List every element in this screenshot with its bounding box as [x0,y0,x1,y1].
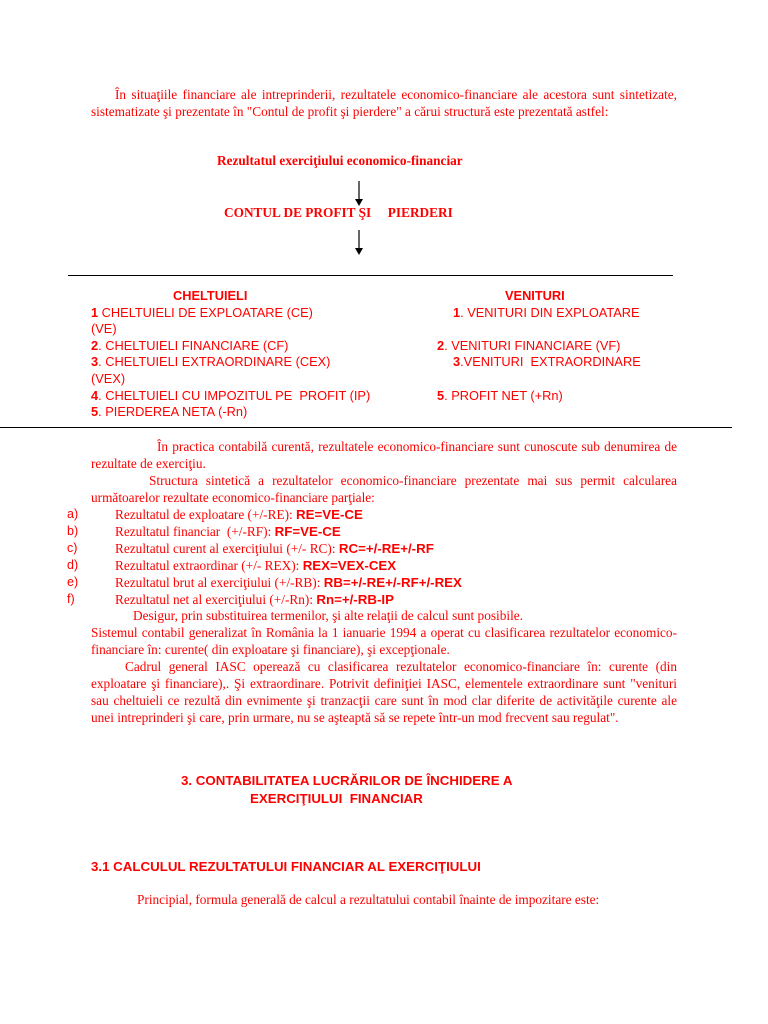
row-number: 3 [453,354,461,370]
row-text: . CHELTUIELI EXTRAORDINARE (CEX) [98,354,331,370]
row-number: 2 [91,337,99,353]
list-text: Rezultatul extraordinar (+/- REX): [115,558,303,573]
down-arrow-icon [354,230,364,256]
table-row [91,338,681,355]
table-row [91,305,681,322]
row-text: . CHELTUIELI CU IMPOZITUL PE PROFIT (IP) [98,387,371,403]
list-item [67,540,687,557]
row-text: (VEX) [91,370,126,386]
list-item [67,591,687,608]
paragraph-structure: Structura sintetică a rezultatelor economico-financiare prezentate mai sus permit calcularea următoarelor rezultate economico-financiare parţiale: [91,473,677,505]
table-row [91,404,681,421]
paragraph-formula-intro: Principial, formula generală de calcul a rezultatului contabil înainte de impozitare este: [137,892,600,907]
row-text: . VENITURI FINANCIARE (VF) [444,337,621,353]
table-row [91,371,681,388]
list-label: b) [67,524,79,538]
row-number: 3 [91,354,99,370]
list-formula: RB=+/-RE+/-RF+/-REX [323,575,462,590]
row-text: . PIERDEREA NETA (-Rn) [98,404,248,420]
diagram-middle-label: CONTUL DE PROFIT ŞI PIERDERI [224,205,453,220]
list-text: Rezultatul net al exerciţiului (+/-Rn): [115,592,317,607]
row-number: 4 [91,387,99,403]
list-text: Rezultatul brut al exerciţiului (+/-RB): [115,575,324,590]
list-text: Rezultatul de exploatare (+/-RE): [115,507,297,522]
list-item [67,574,687,591]
paragraph-iasc: Cadrul general IASC operează cu clasificarea rezultatelor economico-financiare în: curente (din exploatare şi financiare),. Şi extraordinare. Potrivit definiţiei IASC, elementele extraordinare sunt "venituri sau cheltuieli ce rezultă din evnimente şi tranzacţii care sunt în mod clar diferite de activităţile curente ale unei intreprinderi şi care, prin urmare, nu se aşteaptă să se repete într-un mod frecvent sau regulat". [91,659,677,725]
row-text: CHELTUIELI DE EXPLOATARE (CE) [98,304,313,320]
list-text: Rezultatul financiar (+/-RF): [115,524,275,539]
profit-loss-table [91,288,681,421]
list-formula: RC=+/-RE+/-RF [338,541,434,556]
row-number: 1 [91,304,99,320]
list-text: Rezultatul curent al exerciţiului (+/- RC): [115,541,339,556]
row-text: . PROFIT NET (+Rn) [444,387,563,403]
paragraph-substitution: Desigur, prin substituirea termenilor, şi alte relaţii de calcul sunt posibile. [133,608,523,623]
list-formula: RE=VE-CE [296,507,363,522]
table-row [91,321,681,338]
revenues-header: VENITURI [505,288,565,303]
expenses-header: CHELTUIELI [173,288,248,303]
row-number: 2 [437,337,445,353]
table-top-divider [68,275,673,276]
table-bottom-divider [0,427,732,428]
list-label: d) [67,558,79,572]
list-label: c) [67,541,78,555]
list-label: a) [67,507,79,521]
list-formula: Rn=+/-RB-IP [316,592,394,607]
section-3-heading-line1: 3. CONTABILITATEA LUCRĂRILOR DE ÎNCHIDERE A [181,773,513,788]
paragraph-practice: În practica contabilă curentă, rezultatele economico-financiare sunt cunoscute sub denumirea de rezultate de exerciţiu. [91,439,677,471]
list-formula: RF=VE-CE [274,524,341,539]
section-3-1-heading: 3.1 CALCULUL REZULTATULUI FINANCIAR AL EXERCIŢIULUI [91,859,481,874]
partial-results-list [67,506,687,608]
row-text: . CHELTUIELI FINANCIARE (CF) [98,337,289,353]
table-header-row [91,288,681,305]
paragraph-romania-system: Sistemul contabil generalizat în România la 1 ianuarie 1994 a operat cu clasificarea rezultatelor economico-financiare în: curente( din exploatare şi financiare), şi excepţionale. [91,625,677,657]
list-item [67,523,687,540]
row-text: .VENITURI EXTRAORDINARE [460,354,641,370]
diagram-top-label: Rezultatul exerciţiului economico-financiar [217,153,463,168]
row-number: 5 [437,387,445,403]
section-3-heading-line2: EXERCIŢIULUI FINANCIAR [250,791,423,806]
list-item [67,506,687,523]
list-item [67,557,687,574]
row-number: 5 [91,404,99,420]
row-number: 1 [453,304,461,320]
table-row [91,354,681,371]
row-text: (VE) [91,321,117,337]
row-text: . VENITURI DIN EXPLOATARE [460,304,640,320]
intro-paragraph: În situaţiile financiare ale intreprinderii, rezultatele economico-financiare ale acestora sunt sintetizate, sistematizate şi prezentate în "Contul de profit şi pierdere" a cărui structură este prezentată astfel: [91,87,677,119]
table-row [91,388,681,405]
down-arrow-icon [354,181,364,207]
list-label: f) [67,592,75,606]
list-formula: REX=VEX-CEX [302,558,397,573]
list-label: e) [67,575,79,589]
